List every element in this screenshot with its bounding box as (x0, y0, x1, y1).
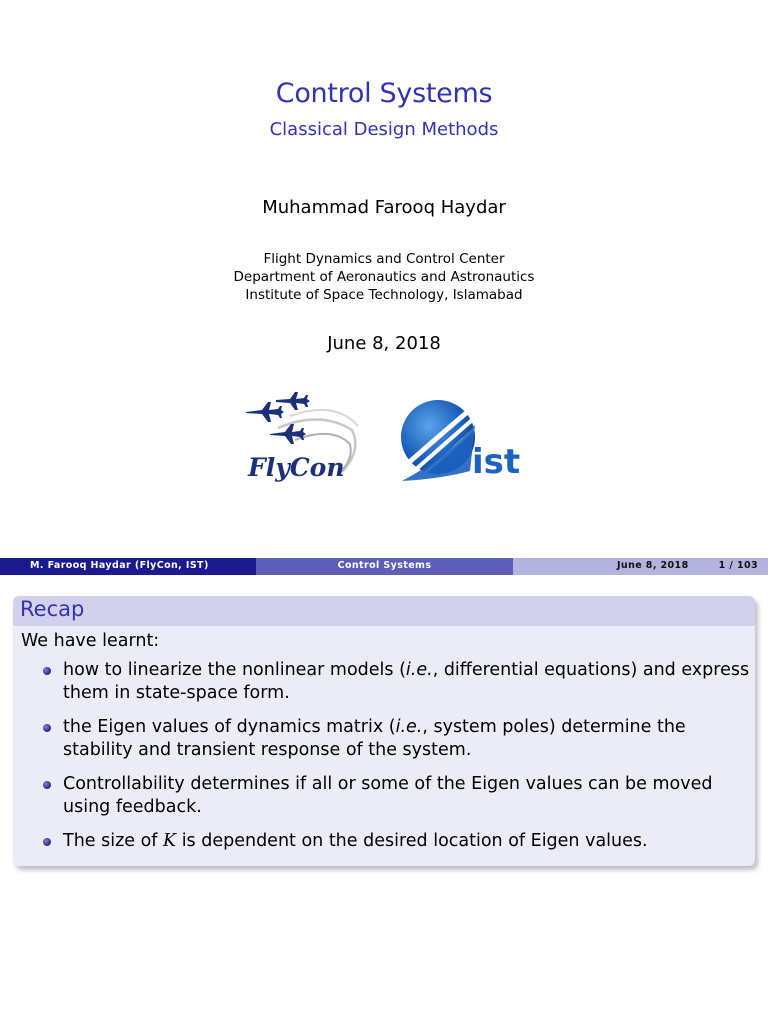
presentation-title: Control Systems (275, 78, 493, 109)
recap-block (13, 596, 755, 866)
institute-line: Institute of Space Technology, Islamabad (245, 287, 523, 303)
bullet-icon (43, 781, 51, 789)
institute-line: Flight Dynamics and Control Center (263, 251, 505, 267)
footline-date: June 8, 2018 (617, 560, 689, 571)
flycon-logo-text: FlyCon (248, 453, 345, 482)
recap-intro: We have learnt: (21, 631, 160, 651)
ist-logo (400, 395, 532, 495)
list-item: how to linearize the nonlinear models (i.e., differential equations) and express them in state-space form. (21, 659, 751, 705)
block-title: Recap (20, 597, 85, 621)
recap-slide (0, 575, 768, 1024)
bullet-icon (43, 724, 51, 732)
list-item: the Eigen values of dynamics matrix (i.e., system poles) determine the stability and transient response of the system. (21, 716, 751, 762)
presentation-date: June 8, 2018 (327, 333, 441, 354)
author-name: Muhammad Farooq Haydar (262, 197, 506, 218)
page-number: 1 / 103 (718, 560, 758, 571)
presentation-subtitle: Classical Design Methods (269, 119, 499, 140)
bullet-icon (43, 667, 51, 675)
bullet-icon (43, 838, 51, 846)
list-item: Controllability determines if all or some of the Eigen values can be moved using feedback. (21, 773, 751, 819)
institute-line: Department of Aeronautics and Astronautics (233, 269, 535, 285)
flycon-logo (240, 390, 365, 495)
footline-date-page (513, 558, 768, 575)
footline-author: M. Farooq Haydar (FlyCon, IST) (0, 558, 256, 575)
math-variable-k: K (163, 831, 177, 851)
bullet-list (21, 659, 751, 853)
ist-logo-text: ist (472, 442, 521, 482)
block-body (21, 628, 751, 864)
footline (0, 558, 768, 575)
footline-title: Control Systems (256, 558, 513, 575)
institute-block (0, 250, 768, 304)
block-title-bar (13, 596, 755, 626)
list-item: The size of K is dependent on the desired location of Eigen values. (21, 830, 751, 853)
